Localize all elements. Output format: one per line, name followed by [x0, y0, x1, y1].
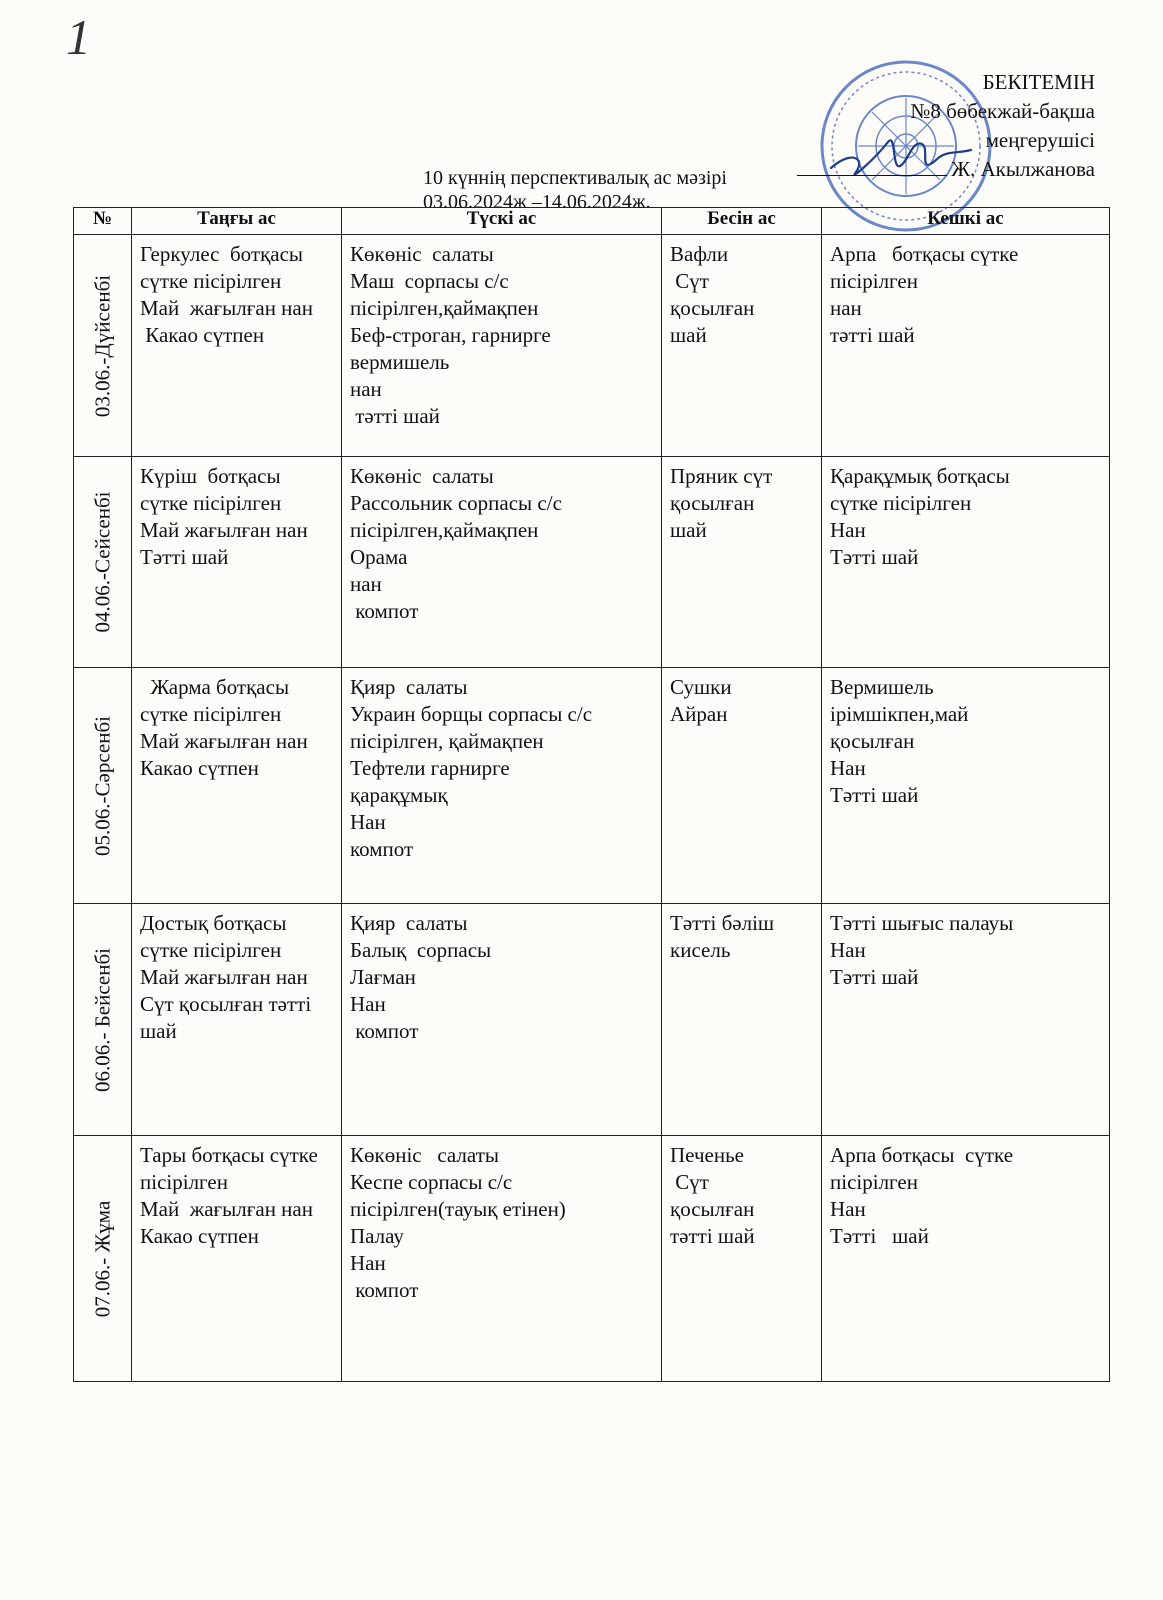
header-lunch: Түскі ас: [342, 208, 662, 235]
day-cell: [74, 457, 132, 668]
menu-item: тәтті шай: [830, 323, 915, 347]
lunch-cell: [342, 904, 662, 1136]
menu-item: сүтке пісірілген: [830, 491, 972, 515]
day-label: 06.06.- Бейсенбі: [90, 947, 114, 1092]
menu-item: Қарақұмық ботқасы: [830, 464, 1010, 488]
lunch-cell: [342, 235, 662, 457]
menu-item: Тәтті бәліш: [670, 911, 775, 935]
menu-item: Балық сорпасы: [350, 938, 492, 962]
breakfast-cell: [132, 904, 342, 1136]
menu-item: Какао сүтпен: [140, 1224, 259, 1248]
menu-item: Сушки: [670, 675, 732, 699]
menu-item: Печенье: [670, 1143, 744, 1167]
header-snack: Бесін ас: [662, 208, 822, 235]
menu-item: Май жағылған нан: [140, 729, 308, 753]
approval-organization: №8 бөбекжай-бақша: [910, 99, 1095, 123]
table-row: [74, 1136, 1110, 1382]
menu-item: компот: [350, 599, 419, 623]
header-dinner: Кешкі ас: [822, 208, 1110, 235]
menu-item: Украин борщы сорпасы с/с: [350, 702, 593, 726]
menu-item: Палау: [350, 1224, 404, 1248]
day-cell: [74, 235, 132, 457]
menu-item: сүтке пісірілген: [140, 491, 282, 515]
menu-item: қосылған: [670, 296, 755, 320]
menu-item: Лағман: [350, 965, 416, 989]
menu-item: пісірілген,қаймақпен: [350, 296, 539, 320]
day-cell: [74, 668, 132, 904]
menu-item: нан: [350, 572, 382, 596]
menu-item: қосылған: [670, 491, 755, 515]
table-row: [74, 904, 1110, 1136]
menu-item: Нан: [830, 756, 866, 780]
title-line-1: 10 күннің перспективалық ас мәзірі: [423, 167, 727, 189]
menu-item: Нан: [350, 810, 386, 834]
menu-item: пісірілген: [830, 269, 918, 293]
menu-item: Тәтті шай: [830, 545, 919, 569]
lunch-cell: [342, 1136, 662, 1382]
menu-item: Май жағылған нан: [140, 1197, 313, 1221]
snack-cell: [662, 1136, 822, 1382]
menu-item: Маш сорпасы с/с: [350, 269, 509, 293]
menu-item: Вафли: [670, 242, 729, 266]
menu-item: Вермишель: [830, 675, 934, 699]
dinner-cell: [822, 668, 1110, 904]
menu-table: [73, 207, 1110, 1382]
menu-item: пісірілген: [830, 1170, 918, 1194]
menu-item: Тәтті шай: [140, 545, 229, 569]
approval-name: Ж. Акылжанова: [951, 157, 1095, 181]
approval-block: [797, 68, 1095, 184]
menu-item: Көкөніс салаты: [350, 242, 494, 266]
menu-item: Пряник сүт: [670, 464, 773, 488]
menu-item: Орама: [350, 545, 408, 569]
menu-item: Нан: [830, 518, 866, 542]
menu-item: Тәтті шай: [830, 965, 919, 989]
table-row: [74, 235, 1110, 457]
menu-item: Какао сүтпен: [140, 323, 265, 347]
menu-item: Тәтті шығыс палауы: [830, 911, 1014, 935]
day-label: 03.06.-Дүйсенбі: [90, 274, 114, 417]
menu-item: Геркулес ботқасы: [140, 242, 304, 266]
approval-heading: БЕКІТЕМІН: [982, 70, 1095, 94]
snack-cell: [662, 904, 822, 1136]
menu-item: тәтті шай: [350, 404, 440, 428]
menu-item: Арпа ботқасы сүтке: [830, 1143, 1014, 1167]
day-cell: [74, 1136, 132, 1382]
menu-item: компот: [350, 1278, 419, 1302]
menu-item: кисель: [670, 938, 731, 962]
title-date-range: 03.06.2024ж –14.06.2024ж.: [423, 191, 651, 213]
approval-position: меңгерушісі: [985, 128, 1095, 152]
menu-item: Жарма ботқасы: [140, 675, 290, 699]
menu-item: Нан: [830, 1197, 866, 1221]
menu-item: Май жағылған нан: [140, 296, 313, 320]
table-header-row: [74, 208, 1110, 235]
snack-cell: [662, 668, 822, 904]
menu-item: Тәтті шай: [830, 1224, 929, 1248]
lunch-cell: [342, 457, 662, 668]
menu-item: Достық ботқасы: [140, 911, 287, 935]
header-breakfast: Таңғы ас: [132, 208, 342, 235]
menu-item: компот: [350, 1019, 419, 1043]
day-label: 04.06.-Сейсенбі: [90, 491, 114, 633]
menu-item: Арпа ботқасы сүтке: [830, 242, 1019, 266]
dinner-cell: [822, 235, 1110, 457]
menu-item: Сүт қосылған тәтті: [140, 992, 312, 1016]
menu-item: шай: [670, 323, 707, 347]
menu-item: сүтке пісірілген: [140, 702, 282, 726]
menu-item: сүтке пісірілген: [140, 269, 282, 293]
menu-item: Какао сүтпен: [140, 756, 259, 780]
breakfast-cell: [132, 1136, 342, 1382]
breakfast-cell: [132, 457, 342, 668]
menu-item: тәтті шай: [670, 1224, 755, 1248]
day-label: 07.06.- Жұма: [90, 1200, 114, 1317]
menu-item: Май жағылған нан: [140, 965, 308, 989]
menu-item: Қияр салаты: [350, 911, 468, 935]
menu-item: Беф-строган, гарнирге: [350, 323, 551, 347]
lunch-cell: [342, 668, 662, 904]
menu-item: қосылған: [670, 1197, 755, 1221]
menu-item: пісірілген(тауық етінен): [350, 1197, 566, 1221]
menu-item: Қияр салаты: [350, 675, 468, 699]
breakfast-cell: [132, 235, 342, 457]
menu-item: Көкөніс салаты: [350, 464, 494, 488]
table-row: [74, 668, 1110, 904]
menu-item: Сүт: [670, 269, 709, 293]
day-cell: [74, 904, 132, 1136]
menu-item: ірімшікпен,май: [830, 702, 969, 726]
menu-item: Нан: [830, 938, 866, 962]
dinner-cell: [822, 904, 1110, 1136]
table-row: [74, 457, 1110, 668]
header-number: №: [74, 208, 132, 235]
dinner-cell: [822, 457, 1110, 668]
menu-item: пісірілген,қаймақпен: [350, 518, 539, 542]
menu-item: Тары ботқасы сүтке: [140, 1143, 318, 1167]
menu-item: қосылған: [830, 729, 915, 753]
snack-cell: [662, 235, 822, 457]
menu-item: Тефтели гарнирге: [350, 756, 510, 780]
menu-item: Нан: [350, 1251, 386, 1275]
menu-item: Май жағылған нан: [140, 518, 308, 542]
menu-item: Рассольник сорпасы с/с: [350, 491, 562, 515]
dinner-cell: [822, 1136, 1110, 1382]
menu-item: нан: [830, 296, 862, 320]
menu-item: компот: [350, 837, 414, 861]
snack-cell: [662, 457, 822, 668]
menu-item: шай: [140, 1019, 177, 1043]
menu-item: сүтке пісірілген: [140, 938, 282, 962]
menu-item: Сүт: [670, 1170, 709, 1194]
menu-item: Кеспе сорпасы с/с: [350, 1170, 513, 1194]
breakfast-cell: [132, 668, 342, 904]
signature-line: [797, 175, 947, 176]
menu-item: қарақұмық: [350, 783, 448, 807]
menu-item: вермишель: [350, 350, 450, 374]
menu-item: Нан: [350, 992, 386, 1016]
day-label: 05.06.-Сәрсенбі: [90, 715, 114, 856]
menu-item: пісірілген: [140, 1170, 228, 1194]
menu-item: нан: [350, 377, 382, 401]
menu-item: Күріш ботқасы: [140, 464, 281, 488]
menu-item: Көкөніс салаты: [350, 1143, 499, 1167]
page-number: 1: [66, 9, 91, 65]
menu-item: Айран: [670, 702, 728, 726]
menu-item: шай: [670, 518, 707, 542]
menu-item: пісірілген, қаймақпен: [350, 729, 544, 753]
menu-item: Тәтті шай: [830, 783, 919, 807]
